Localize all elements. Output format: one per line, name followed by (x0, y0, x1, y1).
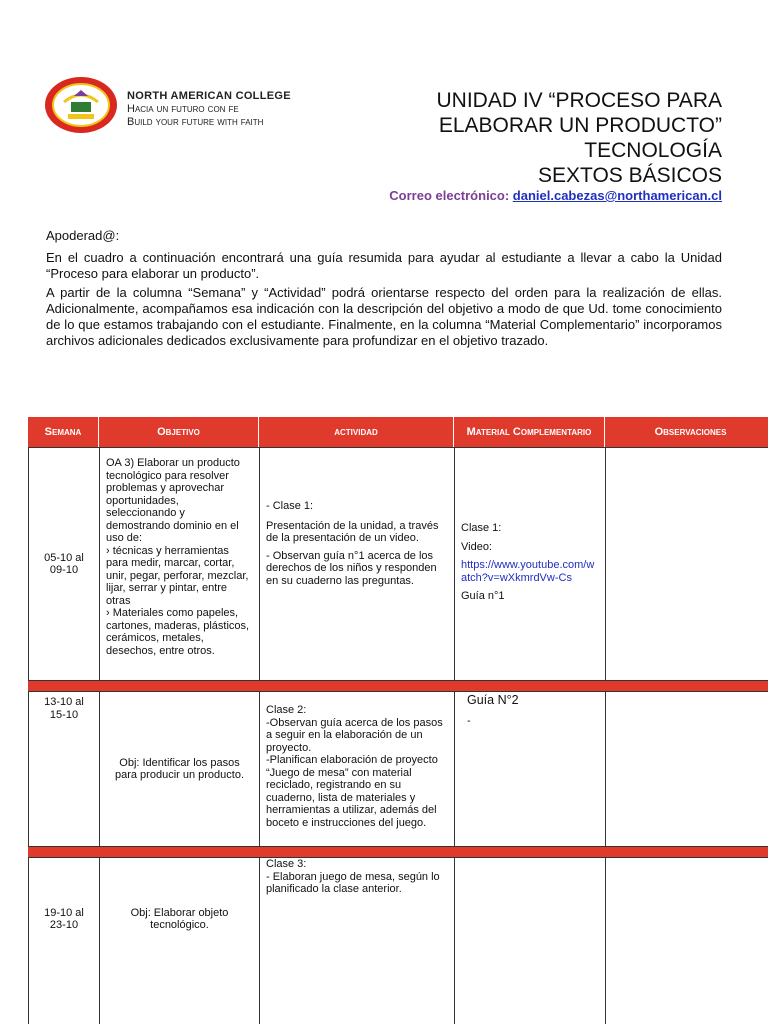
row1-observaciones (605, 447, 768, 681)
header-material: Material Complementario (454, 417, 605, 447)
row1-material (454, 447, 606, 681)
row2-material (454, 691, 606, 847)
row2-objetivo-text: Obj: Identificar los pasos para producir un producto. (114, 756, 245, 781)
row3-semana-text: 19-10 al 23-10 (44, 906, 84, 931)
row1-actividad-2: Presentación de la unidad, a través de la presentación de un video. (266, 519, 439, 544)
row3-objetivo (99, 857, 260, 1024)
contact-label: Correo electrónico: (389, 188, 513, 203)
row1-material-2: Video: (461, 540, 492, 553)
row1-semana-text: 05-10 al 09-10 (44, 551, 84, 576)
row-separator-1 (28, 681, 768, 691)
row3-actividad-text: Clase 3: - Elaboran juego de mesa, según lo planificado la clase anterior. (266, 858, 440, 895)
title-line-1: UNIDAD IV “PROCESO PARA (436, 89, 722, 112)
row1-objetivo (99, 447, 260, 681)
row1-video-link[interactable]: https://www.youtube.com/watch?v=wXkmrdVw-Cs (461, 559, 595, 584)
intro-paragraph-1: En el cuadro a continuación encontrará una guía resumida para ayudar al estudiante a llevar a cabo la Unidad “Proceso para elaborar un producto”. (46, 250, 722, 281)
row1-material-1: Clase 1: (461, 522, 502, 534)
title-line-2: ELABORAR UN PRODUCTO” (438, 114, 722, 137)
college-motto-en: Build your future with faith (127, 116, 264, 128)
row-separator-2 (28, 847, 768, 857)
contact-email-link[interactable]: daniel.cabezas@northamerican.cl (512, 188, 722, 203)
row2-observaciones (605, 691, 768, 847)
college-block (127, 90, 291, 129)
intro-text (46, 228, 722, 349)
row1-actividad (259, 447, 455, 681)
row2-actividad-text: Clase 2: -Observan guía acerca de los pasos a seguir en la elaboración de un proyecto. -Planifican elaboración de proyecto “Juego de mesa” con material reciclado, registrando en su cuaderno, lista de materiales y herramientas a utilizar, además del boceto e instrucciones del juego. (266, 704, 443, 829)
row1-material-3: Guía n°1 (461, 590, 505, 602)
header-actividad: actividad (259, 417, 454, 447)
row3-observaciones (605, 857, 768, 1024)
title-line-3: TECNOLOGÍA (584, 139, 722, 162)
college-name: NORTH AMERICAN COLLEGE (127, 90, 291, 102)
row3-material (454, 857, 606, 1024)
contact-line (300, 188, 722, 203)
row2-semana-text: 13-10 al 15-10 (44, 696, 84, 721)
header-objetivo: Objetivo (99, 417, 259, 447)
intro-paragraph-2: A partir de la columna “Semana” y “Actividad” podrá orientarse respecto del orden para la realización de ellas. Adicionalmente, acompañamos esa indicación con la descripción del objetivo a modo de que Ud. tome conocimiento de lo que estamos trabajando con el estudiante. Finalmente, en la columna “Material Complementario” incorporamos archivos adicionales dedicados exclusivamente para profundizar en el objetivo trazado. (46, 285, 722, 348)
unit-title (360, 88, 722, 188)
row2-semana (28, 691, 100, 847)
row3-objetivo-text: Obj: Elaborar objeto tecnológico. (130, 906, 229, 931)
title-line-4: SEXTOS BÁSICOS (537, 164, 722, 187)
row1-semana (28, 447, 100, 681)
header-semana: Semana (28, 417, 99, 447)
row3-semana (28, 857, 100, 1024)
row1-objetivo-text: OA 3) Elaborar un producto tecnológico para resolver problemas y aprovechar oportunidades, seleccionando y demostrando dominio en el uso de: › técnicas y herramientas para medir, marcar, cortar, unir, pegar, perforar, mezclar, lijar, serrar y pintar, entre otras › Materiales como papeles, cartones, maderas, plásticos, cerámicos, metales, desechos, entre otros. (106, 457, 250, 657)
row1-actividad-3: - Observan guía n°1 acerca de los derechos de los niños y responden en su cuaderno las preguntas. (266, 549, 437, 587)
header-observaciones: Observaciones (605, 417, 768, 447)
row2-objetivo (99, 691, 260, 847)
college-motto-es: Hacia un futuro con fe (127, 103, 239, 115)
row2-material-1: Guía N°2 (467, 693, 519, 707)
row2-material-2: - (467, 714, 471, 727)
intro-salute: Apoderad@: (46, 228, 120, 243)
row2-actividad (259, 691, 455, 847)
row1-actividad-1: - Clase 1: (266, 500, 314, 512)
row3-actividad (259, 857, 455, 1024)
college-logo (44, 76, 118, 134)
